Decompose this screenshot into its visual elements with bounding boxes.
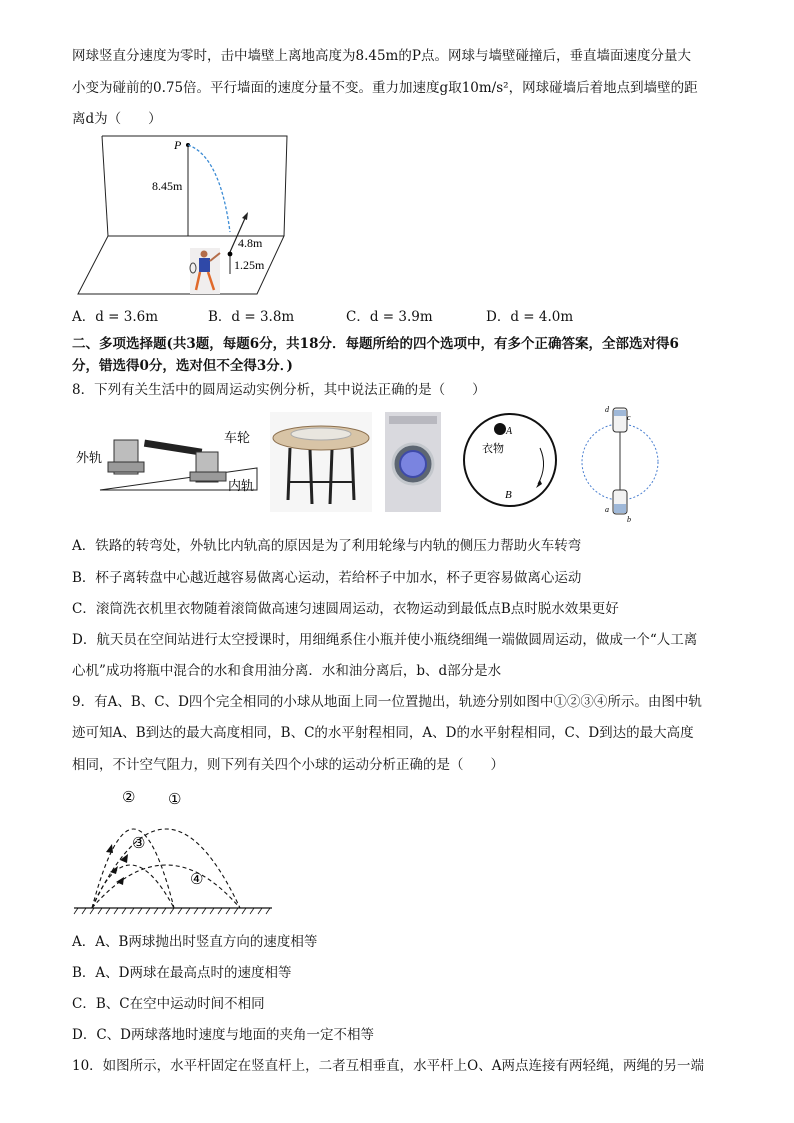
outer-rail-block — [108, 462, 144, 472]
tennis-player-icon — [190, 248, 220, 294]
q8-option-c: C．滚筒洗衣机里衣物随着滚筒做高速匀速圆周运动，衣物运动到最低点B点时脱水效果更好 — [72, 601, 619, 617]
table-leg — [352, 448, 354, 500]
q7-option-a: A．d = 3.6m — [72, 309, 159, 325]
q8-option-d-line-1: D．航天员在空间站进行太空授课时，用细绳系住小瓶并使小瓶绕细绳一端做圆周运动，做成一个“人工离 — [72, 632, 698, 648]
height-label: 8.45m — [152, 179, 183, 193]
water-layer — [614, 504, 626, 513]
point-p-label: P — [174, 138, 182, 152]
label-trajectory-1: ① — [168, 792, 182, 808]
label-c: c — [627, 413, 631, 422]
washing-machine-photo — [385, 412, 441, 512]
q9-option-c: C．B、C在空中运动时间不相同 — [72, 996, 265, 1012]
q9-line-3: 相同，不计空气阻力，则下列有关四个小球的运动分析正确的是（ ） — [72, 757, 504, 773]
arrowhead — [106, 844, 113, 853]
inner-rail-label: 内轨 — [228, 478, 255, 493]
point-b-label: B — [505, 489, 512, 501]
q7-option-d: D．d = 4.0m — [486, 309, 574, 325]
q9-line-2: 迹可知A、B到达的最大高度相同，B、C的水平射程相同，A、D的水平射程相同，C、D到达的最大高度 — [72, 725, 694, 741]
wheel-label: 车轮 — [224, 430, 251, 445]
q8-option-a: A．铁路的转弯处，外轨比内轨高的原因是为了利用轮缘与内轨的侧压力帮助火车转弯 — [72, 538, 582, 554]
label-trajectory-4: ④ — [190, 872, 204, 888]
trajectory-3 — [92, 865, 174, 908]
q8-option-b: B．杯子离转盘中心越近越容易做离心运动，若给杯子中加水，杯子更容易做离心运动 — [72, 570, 582, 586]
q9-option-b: B．A、D两球在最高点时的速度相等 — [72, 965, 292, 981]
hit-height-label: 1.25m — [234, 258, 265, 272]
ball-trajectory — [188, 145, 230, 232]
wall-left-edge — [102, 136, 108, 236]
label-trajectory-2: ② — [122, 790, 136, 806]
arrowhead — [110, 866, 118, 874]
q8-stem: 8．下列有关生活中的圆周运动实例分析，其中说法正确的是（ ） — [72, 382, 486, 398]
arrowhead — [116, 877, 124, 885]
rotation-arrow — [538, 448, 544, 484]
wall-outline — [102, 136, 287, 236]
washer-drum — [400, 451, 426, 477]
arrowhead — [242, 212, 248, 220]
q9-line-1: 9．有A、B、C、D四个完全相同的小球从地面上同一位置抛出，轨迹分别如图中①②③④所示。由图中轨 — [72, 694, 702, 710]
section-2-heading-line-2: 分，错选得0分，选对但不全得3分．) — [72, 358, 293, 374]
q7-option-c: C．d = 3.9m — [346, 309, 433, 325]
q10-line-1: 10．如图所示，水平杆固定在竖直杆上，二者互相垂直，水平杆上O、A两点连接有两轻绳，两绳的另一端 — [72, 1058, 704, 1074]
bottle-centrifuge-figure — [577, 400, 663, 526]
distance-label: 4.8m — [238, 236, 263, 250]
railway-curve-figure — [72, 410, 262, 500]
point-a-label: A — [506, 426, 513, 437]
label-b: b — [627, 515, 631, 524]
axle-icon — [144, 440, 202, 456]
section-2-heading-line-1: 二、多项选择题(共3题，每题6分，共18分．每题所给的四个选项中，有多个正确答案，全部选对得6 — [72, 336, 679, 352]
turntable-glass — [291, 428, 351, 440]
q7-line-3: 离d为（ ） — [72, 111, 162, 127]
ground-hatching — [74, 908, 270, 914]
tennis-wall-figure — [72, 128, 312, 300]
inner-rail-block — [190, 472, 226, 481]
label-a: a — [605, 505, 609, 514]
label-trajectory-3: ③ — [132, 836, 146, 852]
outer-rail-label: 外轨 — [76, 450, 103, 465]
q7-line-2: 小变为碰前的0.75倍。平行墙面的速度分量不变。重力加速度g取10m/s²，网球碰墙后着地点到墙壁的距 — [72, 80, 698, 96]
table-leg — [288, 448, 290, 500]
q9-option-a: A．A、B两球抛出时竖直方向的速度相等 — [72, 934, 318, 950]
table-leg — [330, 450, 332, 504]
rotating-table-photo — [270, 412, 372, 512]
trajectories-figure — [72, 780, 277, 920]
water-layer — [614, 410, 626, 416]
q7-option-b: B．d = 3.8m — [208, 309, 295, 325]
table-leg — [310, 450, 312, 504]
ball-icon — [228, 252, 233, 257]
control-panel — [389, 416, 437, 424]
drum-circle-figure — [460, 410, 560, 510]
q9-option-d: D．C、D两球落地时速度与地面的夹角一定不相等 — [72, 1027, 374, 1043]
clothes-label: 衣物 — [482, 443, 504, 455]
q7-line-1: 网球竖直分速度为零时，击中墙壁上离地高度为8.45m的P点。网球与墙壁碰撞后，垂直墙面速度分量大 — [72, 48, 691, 64]
clothes-icon — [494, 423, 506, 435]
label-d: d — [605, 405, 609, 414]
trajectory-1 — [92, 829, 240, 908]
q8-option-d-line-2: 心机”成功将瓶中混合的水和食用油分离．水和油分离后，b、d部分是水 — [72, 663, 502, 679]
